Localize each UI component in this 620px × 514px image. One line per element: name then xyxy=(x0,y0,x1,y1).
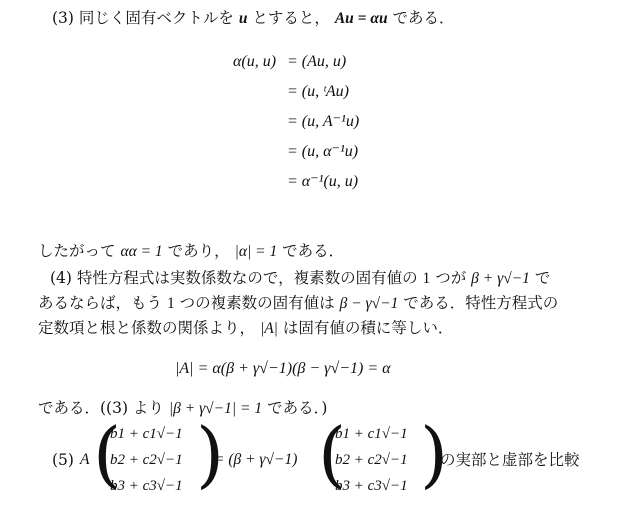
p4-line2-end: である．特性方程式の xyxy=(403,294,559,312)
p4-line3-end: は固有値の積に等しい． xyxy=(282,319,454,337)
p4-line1-pre: (4) 特性方程式は実数係数なので，複素数の固有値の xyxy=(50,269,418,287)
vector-entry: b3 + c3√−1 xyxy=(110,478,183,494)
right-paren-icon: ) xyxy=(420,412,449,496)
p4-line2 xyxy=(38,293,558,314)
vector-entry: b2 + c2√−1 xyxy=(335,452,408,468)
right-paren-icon: ) xyxy=(196,412,225,496)
left-paren-icon: ( xyxy=(93,412,122,496)
p4-line1-mid: つが xyxy=(435,269,467,287)
p3-intro xyxy=(52,8,455,29)
p5-label: (5) xyxy=(52,451,74,469)
p4-line3 xyxy=(38,318,453,339)
p5-end: の実部と虚部を比較 xyxy=(440,451,580,469)
remark4 xyxy=(38,398,327,419)
vector-entry: b2 + c2√−1 xyxy=(110,452,183,468)
remark4-eq: |β + γ√−1| = 1 xyxy=(168,400,263,417)
p4-line1-end: で xyxy=(534,269,551,287)
p3-vector-u: u xyxy=(238,10,248,27)
p4-line1-root: β + γ√−1 xyxy=(471,270,530,287)
derivation-row: = α⁻¹(u, u) xyxy=(287,173,359,190)
left-paren-icon: ( xyxy=(318,412,347,496)
derivation-row: = (u, α⁻¹u) xyxy=(287,143,359,160)
p4-line2-one: 1 xyxy=(166,295,175,312)
derivation-row: = (Au, u) xyxy=(287,53,347,70)
derivation-row: = (u, ᵗAu) xyxy=(287,83,349,100)
p4-line2-mid: つの複素数の固有値は xyxy=(179,294,335,312)
p4-line3-text: 定数項と根と係数の関係より， xyxy=(38,319,256,337)
p4-line3-det: |A| xyxy=(259,320,278,337)
equation4: |A| = α(β + γ√−1)(β − γ√−1) = α xyxy=(175,360,391,377)
p4-line1-one: 1 xyxy=(422,270,431,287)
remark4-pre: である．((3) より xyxy=(38,399,164,417)
conclusion3 xyxy=(38,241,344,262)
p4-line1 xyxy=(50,268,550,289)
vector-entry: b3 + c3√−1 xyxy=(335,478,408,494)
p3-intro-mid: とすると， xyxy=(252,9,330,27)
p4-line2-pre: あるならば，もう xyxy=(38,294,163,312)
p5-eq-mid: = (β + γ√−1) xyxy=(214,451,298,468)
remark4-end: である．) xyxy=(267,399,328,417)
conclusion3-eq1: αα = 1 xyxy=(120,243,163,260)
conclusion3-eq2: |α| = 1 xyxy=(234,243,278,260)
derivation-row: = (u, A⁻¹u) xyxy=(287,113,360,130)
conclusion3-mid: であり， xyxy=(167,242,230,260)
derivation-lhs: α(u, u) xyxy=(233,53,277,70)
p3-intro-label: (3) 同じく固有ベクトルを xyxy=(52,9,234,27)
conclusion3-end: である． xyxy=(282,242,345,260)
p3-eigen-equation: Au = αu xyxy=(334,10,388,27)
p5-matrix-a: A xyxy=(80,451,90,468)
p3-intro-end: である． xyxy=(392,9,455,27)
conclusion3-pre: したがって xyxy=(38,242,116,260)
p4-line2-root: β − γ√−1 xyxy=(339,295,399,312)
vector-entry: b1 + c1√−1 xyxy=(110,426,183,442)
vector-entry: b1 + c1√−1 xyxy=(335,426,408,442)
